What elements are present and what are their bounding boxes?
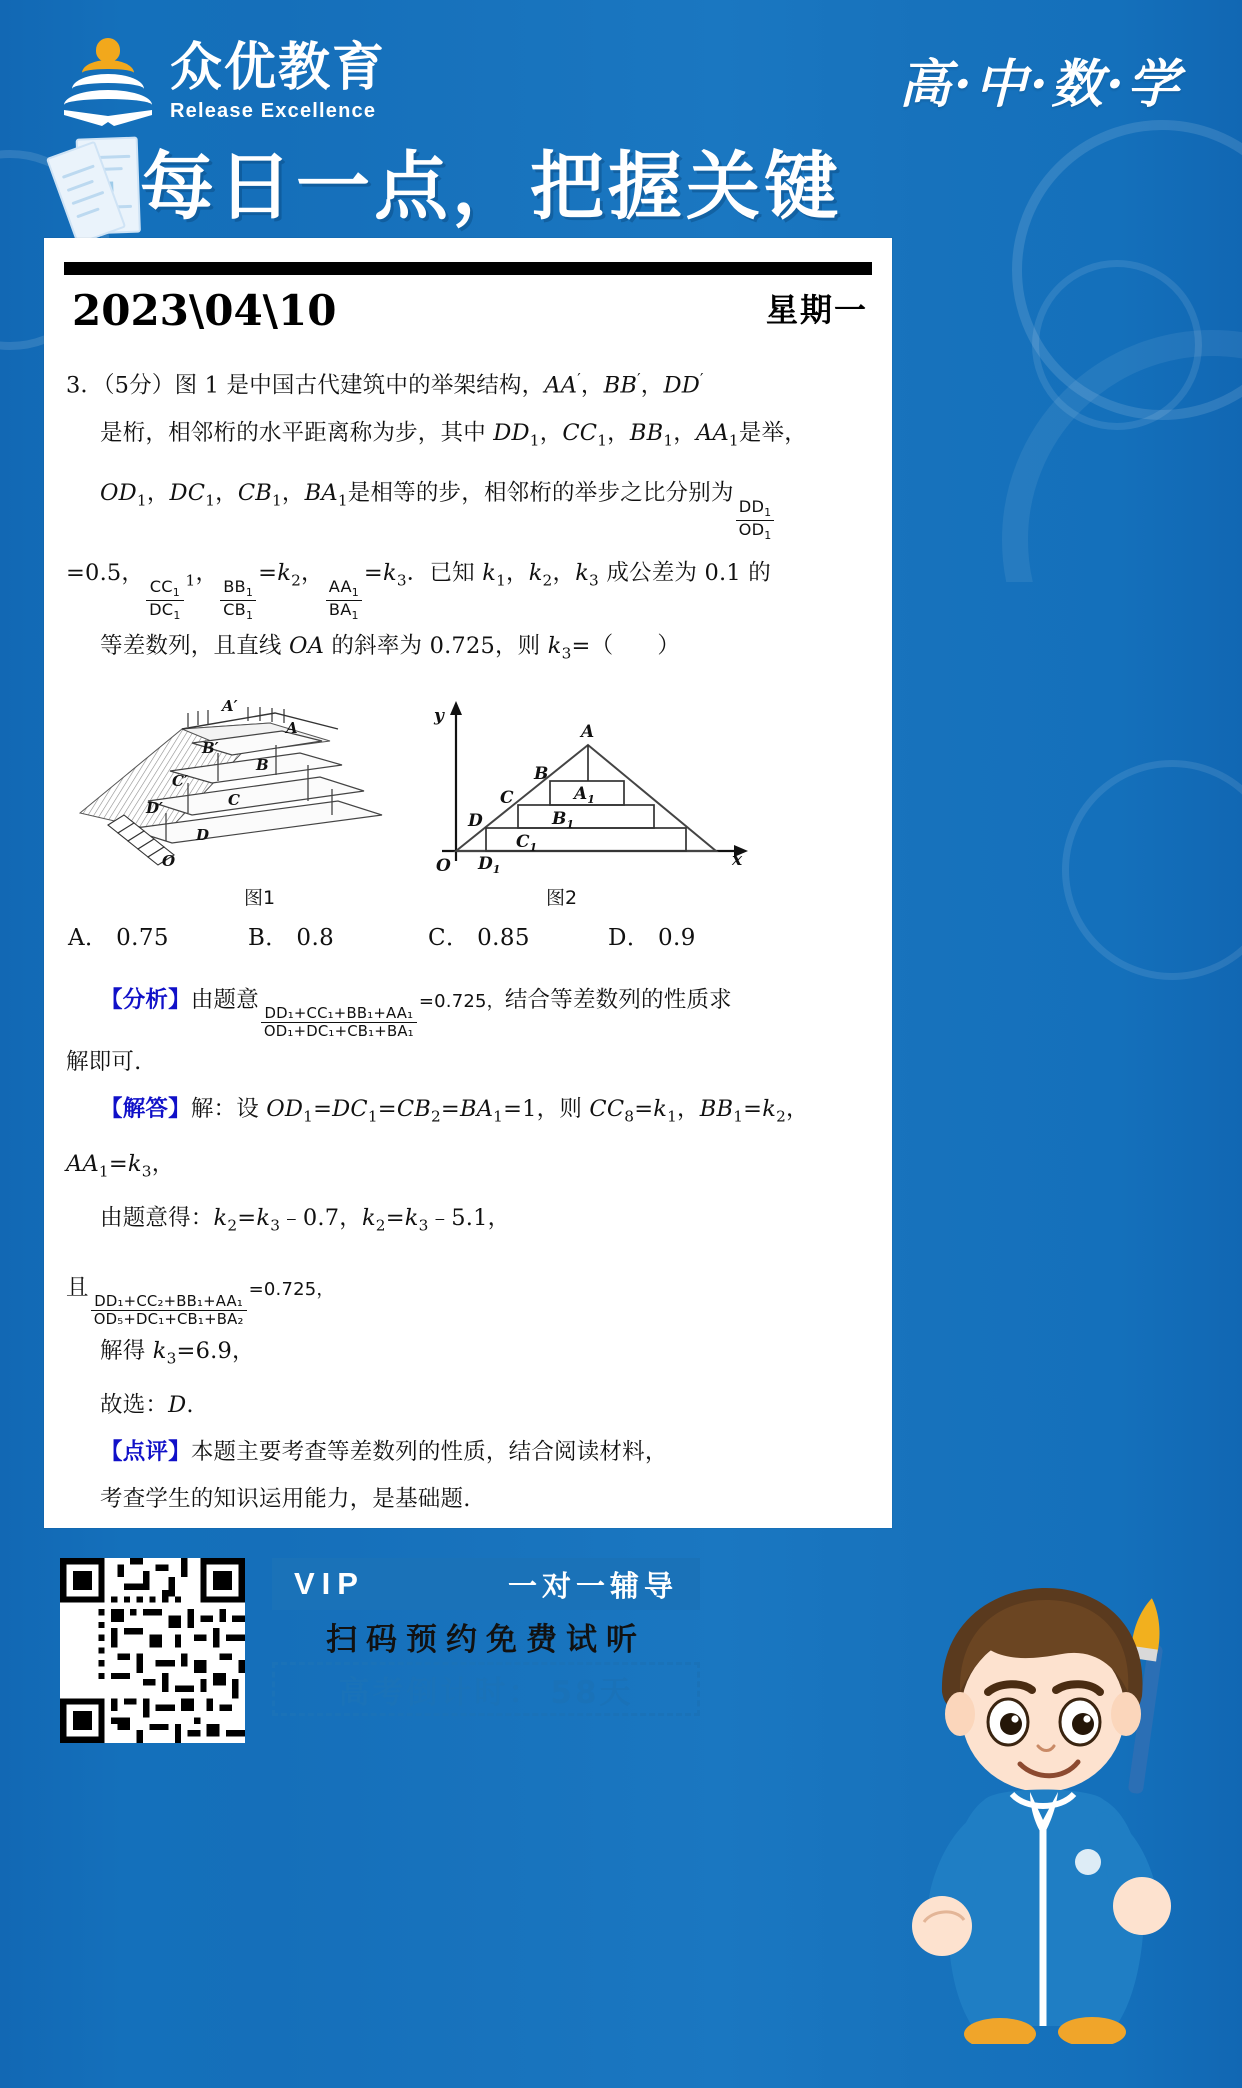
fig2-label-O: O [436,856,451,874]
ratio-fraction-4: $\frac{AA_1}{BA_1}$ [326,578,362,622]
analysis-fraction [261,1005,417,1039]
fig2-axis-label-x: x [732,850,743,871]
analysis-text-after: 结合等差数列的性质求 [504,987,732,1014]
option-C-key: C． [428,925,470,952]
fig2-label-D: D [468,811,483,832]
option-A[interactable] [68,919,248,952]
figure-captions [66,883,872,917]
option-C-value: 0.85 [477,925,530,952]
answer-options [66,919,872,952]
question-line-1: 3．（5分）图 1 是中国古代建筑中的举架结构，AA′，BB′，DD′ [66,370,704,399]
fig1-label-A: A [286,719,298,738]
fig1-label-A-prime: A′ [222,697,238,716]
brand-name-en: Release Excellence [170,99,377,122]
ratio-fraction-2: $\frac{CC_1}{DC_1}$ [146,578,183,622]
fig2-label-B1: $B_1$ [552,809,575,832]
subject-title: 高·中·数·学 [898,54,1182,115]
fig1-label-O: O [162,852,176,871]
logo-mark-icon [62,38,154,126]
question-number: 3． [66,372,104,399]
option-B-value: 0.8 [296,925,335,952]
solution-line-4 [66,1250,872,1328]
fig2-label-C: C [500,788,514,809]
weekday-text: 星期一 [765,291,868,329]
fig2-label-D1: $D_1$ [478,854,501,874]
page-slogan: 每日一点，把握关键 [140,144,842,230]
fig2-label-C1: $C_1$ [516,832,538,855]
fig2-axis-label-y: y [434,706,444,727]
option-C[interactable] [428,919,608,952]
analysis-tag: 【分析】 [100,987,191,1014]
question-line-4: =0.5， $\frac{CC_1}{DC_1}$ $_1$， $\frac{BB_1}{CB_1}$ $=k_2$， $\frac{AA_1}{BA_1}$ $=k_3$．已知 $k_1$，$k_2$，$k_3$ 成公差为 0.1 的 [66,560,771,623]
option-D[interactable] [608,919,788,952]
promo-text-block [272,1558,700,1716]
analysis-line-2: 解即可. [66,1049,142,1076]
solution-fraction [91,1293,247,1327]
ratio-fraction-3: $\frac{BB_1}{CB_1}$ [220,578,256,622]
vip-bar [272,1558,700,1610]
question-text-1: 图 1 是中国古代建筑中的举架结构， [174,372,545,399]
countdown-value: 58天 [550,1674,634,1711]
option-D-key: D． [608,925,651,952]
fig2-label-A: A [581,722,595,743]
option-B-key: B． [248,925,289,952]
countdown-label: 高考倒计时： [338,1674,543,1711]
countdown-box [272,1662,700,1716]
solution-line-5: 解得 $k_3=6.9$， [100,1337,255,1368]
date-text: 2023\04\10 [72,286,337,335]
question-line-2: 是桁，相邻桁的水平距离称为步，其中 $DD_1$，$CC_1$，$BB_1$，$AA_1$是举， [100,419,807,449]
vip-subtitle: 一对一辅导 [507,1568,678,1603]
comment-tag: 【点评】 [100,1439,191,1466]
analysis-fraction-denominator: OD₁+DC₁+CB₁+BA₁ [261,1022,417,1040]
figures-row [66,683,872,883]
fig2-label-B: B [534,764,549,785]
solution-fraction-denominator: OD₅+DC₁+CB₁+BA₂ [91,1310,247,1328]
figure-2-coordinate-diagram [416,683,756,873]
question-line-5: 等差数列，且直线 OA 的斜率为 0.725，则 $k_3=$（ ） [100,632,681,663]
solution-line-2: $AA_1=k_3$， [66,1150,175,1181]
solution-line-1: 【解答】解：设 $OD_1=DC_1=CB_2=BA_1=1$，则 $CC_8=k_1$，$BB_1=k_2$， [100,1096,809,1126]
solution-fraction-equals: =0.725， [248,1278,335,1300]
header-rule [64,262,872,275]
scan-instruction: 扫码预约免费试听 [326,1621,646,1658]
question-line-3: $OD_1$，$DC_1$，$CB_1$，$BA_1$是相等的步，相邻桁的举步之比分别为 $\frac{DD_1}{OD_1}$ [66,464,872,542]
brand-name-cn: 众优教育 [170,38,387,99]
mascot-illustration [880,1574,1210,2044]
comment-line-1 [66,1429,872,1476]
option-B[interactable] [248,919,428,952]
analysis-text-before: 由题意 [190,987,259,1014]
fig1-label-C-prime: C′ [172,772,188,791]
solution-tag: 【解答】 [100,1096,191,1123]
solution-line-6: 故选：D. [100,1392,194,1419]
figure-2-caption: 图2 [546,887,578,910]
dateline [64,275,872,339]
option-D-value: 0.9 [657,925,696,952]
promo-section [60,1558,700,1768]
comment-text-1: 本题主要考查等差数列的性质，结合阅读材料， [190,1439,668,1466]
question-body [44,238,892,1528]
figure-1-roof-structure [70,683,400,873]
option-A-key: A． [68,925,109,952]
vip-label: VIP [294,1566,365,1601]
fig1-label-B-prime: B′ [202,739,219,758]
solution-fraction-numerator: DD₁+CC₂+BB₁+AA₁ [94,1292,244,1311]
solution-line-3: 由题意得：$k_2=k_3﹣0.7$，$k_2=k_3﹣5.1$， [100,1205,511,1235]
figure-1-caption: 图1 [244,887,276,910]
fig1-label-D: D [196,826,210,845]
fig2-label-A1: $A_1$ [574,784,595,807]
fig1-label-D-prime: D′ [146,799,163,818]
ratio-fraction-1: $\frac{DD_1}{OD_1}$ [736,498,775,542]
fig1-label-B: B [256,756,269,775]
solution-fraction-prefix: 且 [66,1274,89,1301]
analysis-line-1 [66,968,872,1039]
analysis-fraction-equals: =0.725， [418,991,505,1013]
comment-line-2: 考查学生的知识运用能力，是基础题. [100,1486,471,1513]
analysis-fraction-numerator: DD₁+CC₁+BB₁+AA₁ [264,1004,414,1023]
option-A-value: 0.75 [116,925,169,952]
fig1-label-C: C [228,791,240,810]
brand-logo [62,38,386,126]
question-content [66,356,872,1523]
question-score: （5分） [103,372,175,399]
qr-code[interactable] [60,1558,245,1743]
